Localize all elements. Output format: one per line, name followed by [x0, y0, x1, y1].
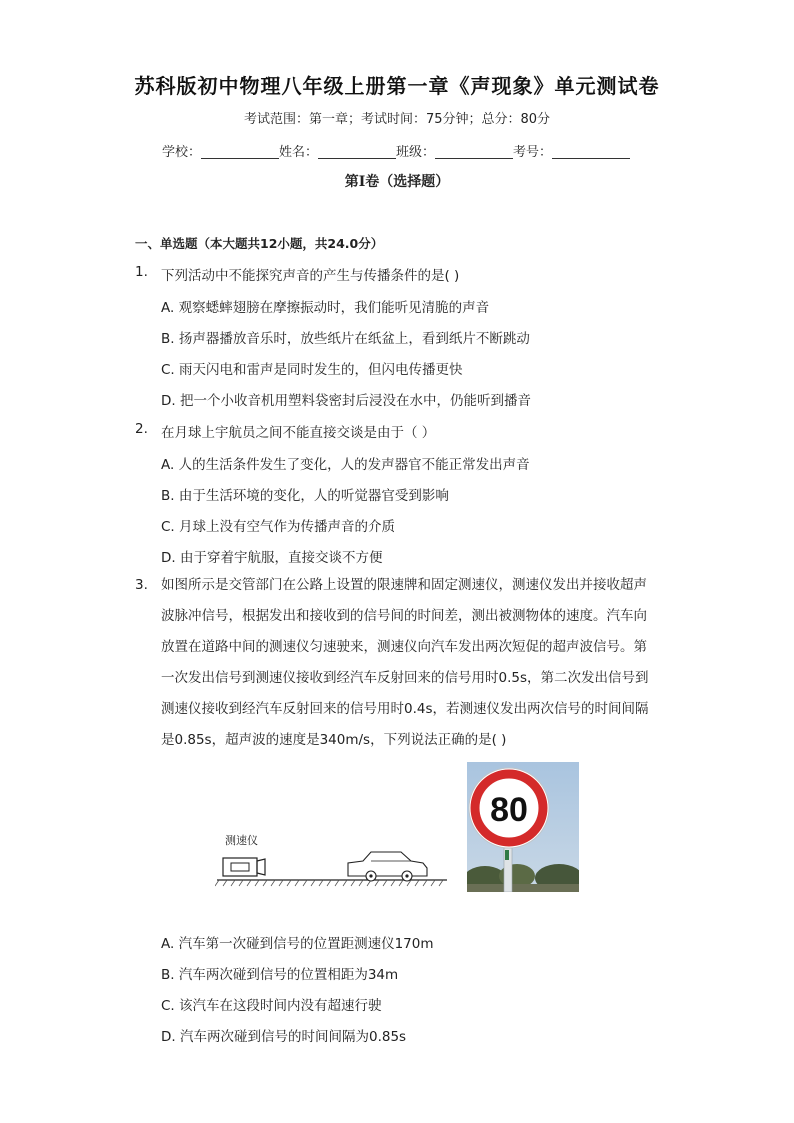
- name-label: 姓名：: [279, 145, 319, 160]
- question-number: 1.: [135, 264, 148, 280]
- option-d[interactable]: D. 由于穿着宇航服，直接交谈不方便: [161, 550, 383, 566]
- part-title: 第I卷（选择题）: [344, 174, 450, 190]
- option-a[interactable]: A. 人的生活条件发生了变化，人的发声器官不能正常发出声音: [161, 457, 530, 473]
- stem-line: 是0.85s，超声波的速度是340m/s，下列说法正确的是( ): [161, 732, 507, 748]
- class-blank[interactable]: [435, 144, 513, 159]
- class-label: 班级：: [396, 145, 436, 160]
- question-stem: 在月球上宇航员之间不能直接交谈是由于（ ）: [161, 425, 436, 441]
- option-b[interactable]: B. 汽车两次碰到信号的位置相距为34m: [161, 967, 399, 983]
- speed-limit-sign-photo: [467, 762, 579, 892]
- car-icon: [348, 852, 427, 881]
- detector-label: 测速仪: [225, 834, 258, 847]
- stem-line: 一次发出信号到测速仪接收到经汽车反射回来的信号用时0.5s，第二次发出信号到: [161, 670, 649, 686]
- speed-limit-sign-icon: [469, 768, 549, 848]
- option-a[interactable]: A. 观察蟋蟀翅膀在摩擦振动时，我们能听见清脆的声音: [161, 300, 490, 316]
- sign-value: 80: [490, 791, 528, 829]
- detector-icon: [223, 858, 265, 876]
- question-number: 3.: [135, 577, 148, 593]
- name-blank[interactable]: [318, 144, 396, 159]
- stem-line: 波脉冲信号，根据发出和接收到的信号间的时间差，测出被测物体的速度。汽车向: [161, 608, 647, 624]
- option-d[interactable]: D. 汽车两次碰到信号的时间间隔为0.85s: [161, 1029, 407, 1045]
- speed-detector-diagram: [215, 828, 455, 898]
- id-label: 考号：: [513, 145, 553, 160]
- option-d[interactable]: D. 把一个小收音机用塑料袋密封后浸没在水中，仍能听到播音: [161, 393, 531, 409]
- option-c[interactable]: C. 月球上没有空气作为传播声音的介质: [161, 519, 396, 535]
- stem-line: 测速仪接收到经汽车反射回来的信号用时0.4s，若测速仪发出两次信号的时间间隔: [161, 701, 649, 717]
- school-label: 学校：: [162, 145, 202, 160]
- trees: [467, 864, 579, 892]
- section-heading: 一、单选题（本大题共12小题，共24.0分）: [135, 236, 384, 251]
- exam-title: 苏科版初中物理八年级上册第一章《声现象》单元测试卷: [134, 74, 660, 98]
- exam-info: 考试范围：第一章；考试时间：75分钟；总分：80分: [243, 112, 551, 127]
- question-stem: 下列活动中不能探究声音的产生与传播条件的是( ): [161, 268, 460, 284]
- stem-line: 如图所示是交管部门在公路上设置的限速牌和固定测速仪，测速仪发出并接收超声: [161, 577, 647, 593]
- stem-line: 放置在道路中间的测速仪匀速驶来，测速仪向汽车发出两次短促的超声波信号。第: [161, 639, 647, 655]
- id-blank[interactable]: [552, 144, 630, 159]
- option-b[interactable]: B. 由于生活环境的变化，人的听觉器官受到影响: [161, 488, 449, 504]
- option-b[interactable]: B. 扬声器播放音乐时，放些纸片在纸盆上，看到纸片不断跳动: [161, 331, 530, 347]
- road-line: [215, 880, 447, 886]
- option-c[interactable]: C. 该汽车在这段时间内没有超速行驶: [161, 998, 382, 1014]
- question-stem: [161, 570, 661, 756]
- school-blank[interactable]: [201, 144, 279, 159]
- option-c[interactable]: C. 雨天闪电和雷声是同时发生的，但闪电传播更快: [161, 362, 463, 378]
- question-number: 2.: [135, 421, 148, 437]
- student-info-line: [162, 141, 630, 160]
- option-a[interactable]: A. 汽车第一次碰到信号的位置距测速仪170m: [161, 936, 434, 952]
